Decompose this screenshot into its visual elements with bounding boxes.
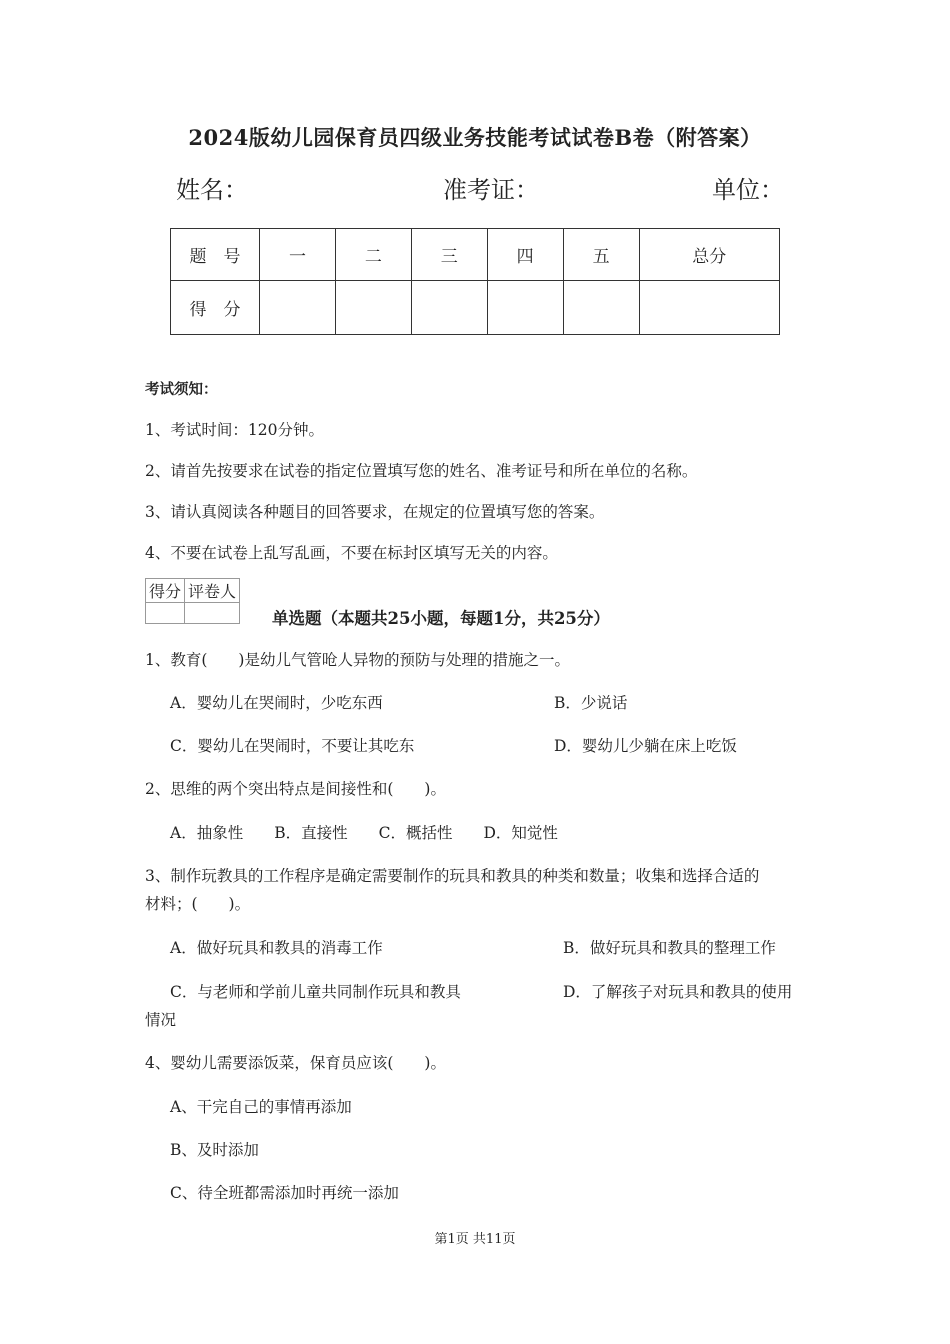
notice-item: 2、请首先按要求在试卷的指定位置填写您的姓名、准考证号和所在单位的名称。 <box>145 462 698 480</box>
exam-id-label: 准考证： <box>443 176 539 204</box>
option-c: C．婴幼儿在哭闹时，不要让其吃东 <box>170 737 415 755</box>
score-input-cell[interactable] <box>487 281 563 335</box>
question-stem: 2、思维的两个突出特点是间接性和( )。 <box>145 780 446 798</box>
score-header-cell: 四 <box>487 229 563 281</box>
grader-score-label: 得分 <box>146 579 185 603</box>
option-a: A、干完自己的事情再添加 <box>170 1098 352 1116</box>
score-header-cell: 总分 <box>639 229 779 281</box>
grader-name-label: 评卷人 <box>185 579 240 603</box>
option-b: B．做好玩具和教具的整理工作 <box>563 939 776 957</box>
score-input-cell[interactable] <box>335 281 411 335</box>
option-b: B．少说话 <box>554 694 628 712</box>
name-label: 姓名： <box>176 176 248 204</box>
score-input-cell[interactable] <box>411 281 487 335</box>
grader-score-cell[interactable] <box>146 603 185 624</box>
score-table <box>170 228 780 335</box>
question-stem: 4、婴幼儿需要添饭菜，保育员应该( )。 <box>145 1054 446 1072</box>
score-input-cell[interactable] <box>563 281 639 335</box>
score-header-cell: 五 <box>563 229 639 281</box>
option-a: A．婴幼儿在哭闹时，少吃东西 <box>170 694 383 712</box>
option-c: C．与老师和学前儿童共同制作玩具和教具 <box>170 983 461 1001</box>
option-c: C、待全班都需添加时再统一添加 <box>170 1184 399 1202</box>
option-d: D．了解孩子对玩具和教具的使用 <box>563 983 793 1001</box>
grader-box <box>145 578 240 624</box>
page-title: 2024版幼儿园保育员四级业务技能考试试卷B卷（附答案） <box>188 125 762 150</box>
score-header-cell: 一 <box>260 229 336 281</box>
score-table-score-row <box>171 281 780 335</box>
option-d: D．婴幼儿少躺在床上吃饭 <box>554 737 737 755</box>
option-b: B、及时添加 <box>170 1141 259 1159</box>
option-d-cont: 情况 <box>145 1011 177 1029</box>
score-header-cell: 三 <box>411 229 487 281</box>
notice-item: 4、不要在试卷上乱写乱画，不要在标封区填写无关的内容。 <box>145 544 558 562</box>
notice-item: 1、考试时间：120分钟。 <box>145 421 324 439</box>
page-footer: 第1页 共11页 <box>434 1232 516 1247</box>
grader-name-cell[interactable] <box>185 603 240 624</box>
unit-label: 单位： <box>712 176 784 204</box>
score-input-cell[interactable] <box>260 281 336 335</box>
option-a: A．做好玩具和教具的消毒工作 <box>170 939 383 957</box>
question-stem-cont: 材料；( )。 <box>145 895 251 913</box>
section-title: 单选题（本题共25小题，每题1分，共25分） <box>272 609 610 628</box>
question-stem: 3、制作玩教具的工作程序是确定需要制作的玩具和教具的种类和数量；收集和选择合适的 <box>145 867 760 885</box>
notice-item: 3、请认真阅读各种题目的回答要求，在规定的位置填写您的答案。 <box>145 503 605 521</box>
score-input-cell[interactable] <box>639 281 779 335</box>
score-header-cell: 二 <box>335 229 411 281</box>
notice-heading: 考试须知： <box>145 381 218 398</box>
question-stem: 1、教育( )是幼儿气管呛人异物的预防与处理的措施之一。 <box>145 651 570 669</box>
option-row: A．抽象性 B．直接性 C．概括性 D．知觉性 <box>170 824 558 842</box>
score-row-label: 得 分 <box>171 281 260 335</box>
score-table-header-row <box>171 229 780 281</box>
score-header-cell: 题 号 <box>171 229 260 281</box>
